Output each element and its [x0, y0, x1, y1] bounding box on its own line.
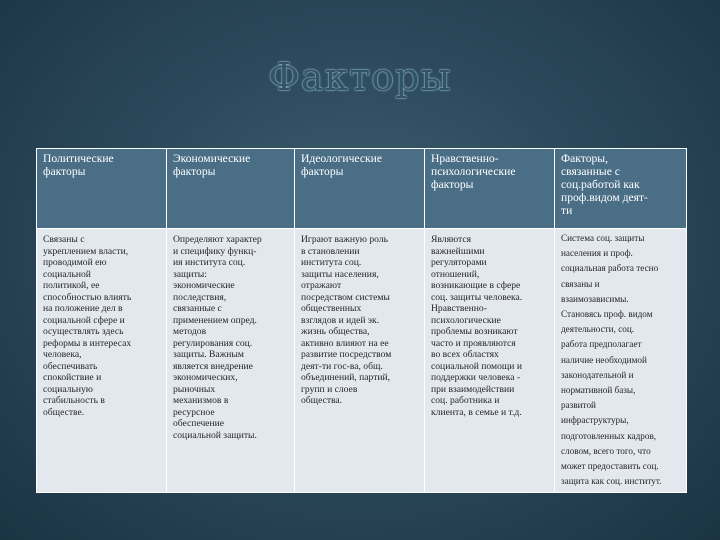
- header-ideological: [295, 149, 425, 229]
- header-social-work-text: Факторы, связанные с соц.работой как проф.видом деят- ти: [561, 152, 648, 217]
- header-moral-psychological: [425, 149, 555, 229]
- cell-social-work: [555, 229, 687, 493]
- cell-moral-psychological: [425, 229, 555, 493]
- header-moral-psychological-text: Нравственно- психологические факторы: [431, 152, 516, 191]
- header-economic-text: Экономические факторы: [173, 152, 251, 178]
- cell-economic: [167, 229, 295, 493]
- header-ideological-text: Идеологические факторы: [301, 152, 382, 178]
- header-economic: [167, 149, 295, 229]
- cell-ideological: [295, 229, 425, 493]
- table-row: [37, 229, 687, 493]
- slide-title: Факторы: [268, 55, 452, 99]
- cell-social-work-text: Система соц. защиты населения и проф. социальная работа тесно связаны и взаимозависимы. Становясь проф. видом деятельности, соц. работа предполагает наличие необходимой законодательной и нормативной базы, развитой инфраструктуры, подготовленных кадров, словом, всего того, что может предоставить соц. защита как соц. институт.: [561, 233, 662, 487]
- factors-table: [36, 148, 687, 493]
- header-social-work: [555, 149, 687, 229]
- cell-moral-psychological-text: Являются важнейшими регуляторами отношений, возникающие в сфере соц. защиты человека. Нравственно- психологические проблемы возникают часто и проявляются во всех областях социальной помощи и поддержки человека - при взаимодействии соц. работника и клиента, в семье и т.д.: [431, 234, 523, 418]
- table-header-row: [37, 149, 687, 229]
- header-political-text: Политические факторы: [43, 152, 114, 178]
- header-political: [37, 149, 167, 229]
- cell-political: [37, 229, 167, 493]
- cell-political-text: Связаны с укреплением власти, проводимой ею социальной политикой, ее способностью влиять на положение дел в социальной сфере и осуществлять здесь реформы в интересах человека, обеспечивать спокойствие и социальную стабильность в обществе.: [43, 234, 132, 418]
- cell-ideological-text: Играют важную роль в становлении института соц. защиты населения, отражают посредством системы общественных взглядов и идей эк. жизнь общества, активно влияют на ее развитие посредством деят-ти гос-ва, общ. объединений, партий, групп и слоев общества.: [301, 234, 392, 406]
- cell-economic-text: Определяют характер и специфику функц- ия института соц. защиты: экономические последствия, связанные с применением опред. методов регулирования соц. защиты. Важным является внедрение экономических, рыночных механизмов в ресурсное обеспечение социальной защиты.: [173, 234, 262, 441]
